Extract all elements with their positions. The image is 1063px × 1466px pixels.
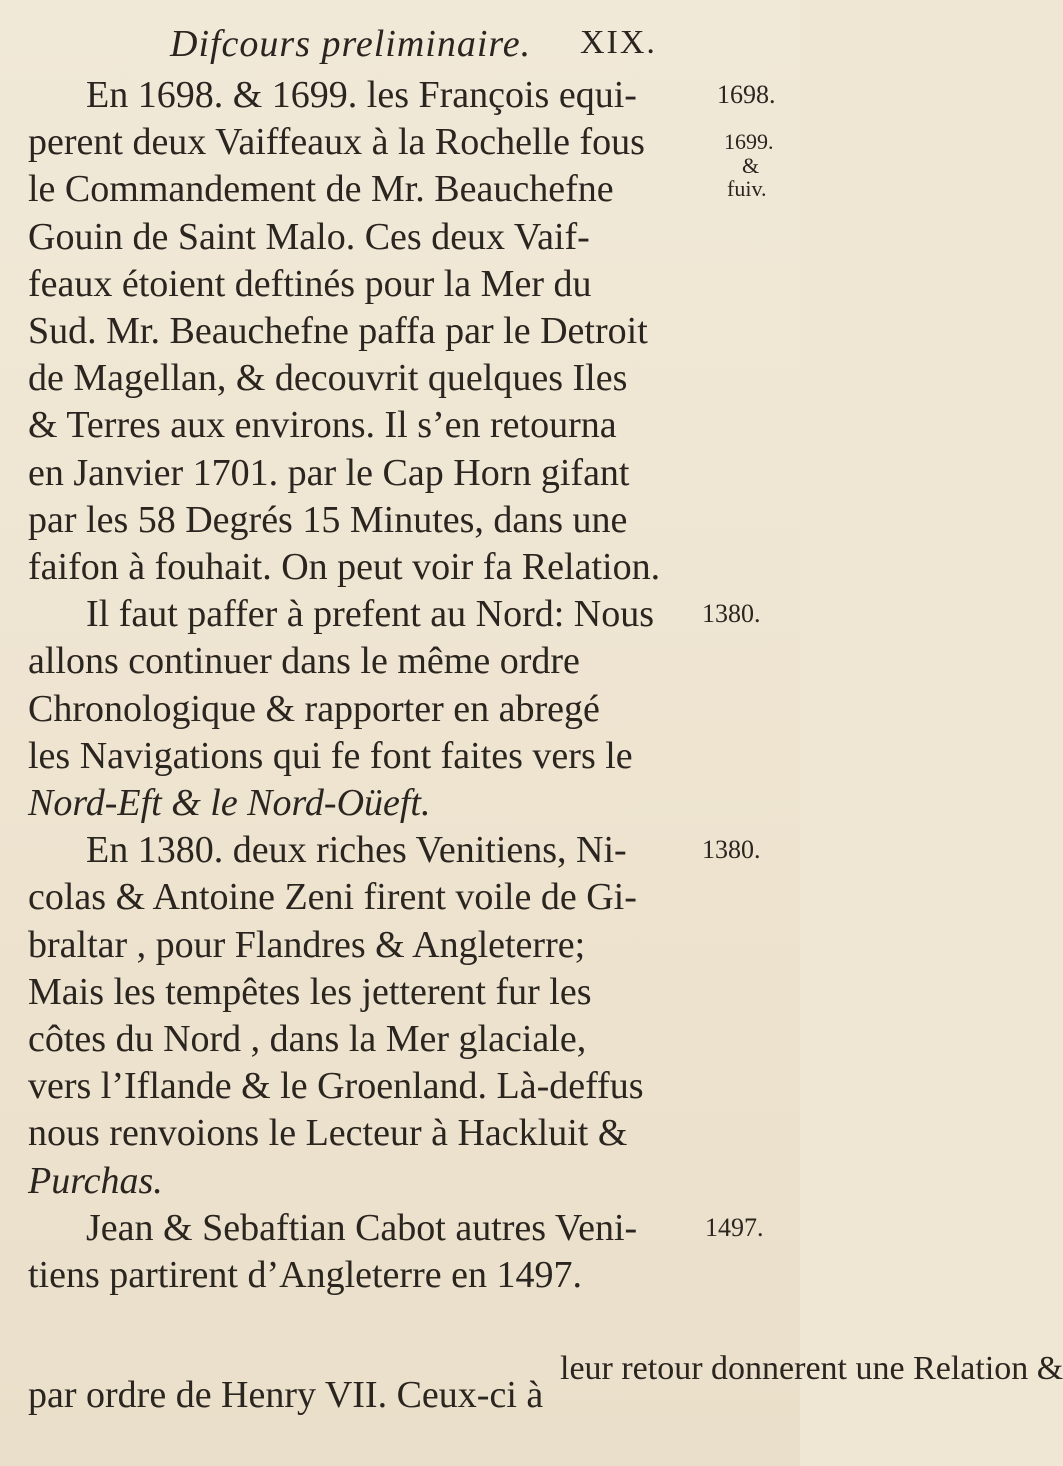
text-line: colas & Antoine Zeni firent voile de Gi- [28,876,637,919]
text-line: les Navigations qui fe font faites vers le [28,734,633,777]
text-line: côtes du Nord , dans la Mer glaciale, [28,1018,587,1060]
page-number: XIX. [580,24,657,61]
text-line: Nord-Eft & le Nord-Oüeft. [28,782,431,824]
text-line: allons continuer dans le même ordre [28,640,580,683]
text-line: Purchas. [28,1159,163,1202]
text-line: En 1698. & 1699. les François equi- [86,74,637,116]
text-line: Sud. Mr. Beauchefne paffa par le Detroit [28,310,648,352]
margin-note: 1699. [724,129,774,155]
text-line: leur retour donnerent une Relation & [560,1350,1063,1388]
text-line: en Janvier 1701. par le Cap Horn gifant [28,451,630,494]
text-line: par les 58 Degrés 15 Minutes, dans une [28,498,628,541]
text-line: de Magellan, & decouvrit quelques Iles [28,357,628,400]
text-line: perent deux Vaiffeaux à la Rochelle fous [28,121,645,164]
margin-note: 1380. [702,599,761,629]
text-line: & Terres aux environs. Il s’en retourna [28,404,617,447]
text-line: tiens partirent d’Angleterre en 1497. [28,1254,582,1296]
text-line: braltar , pour Flandres & Angleterre; [28,923,586,966]
text-line: par ordre de Henry VII. Ceux-ci à [28,1374,544,1416]
text-line: le Commandement de Mr. Beauchefne [28,168,614,211]
text-line: Jean & Sebaftian Cabot autres Veni- [86,1206,638,1249]
running-title: Difcours preliminaire. [170,23,532,65]
margin-note: 1380. [702,835,761,865]
text-line: Chronologique & rapporter en abregé [28,687,600,730]
margin-note: 1698. [717,80,776,109]
text-line: Il faut paffer à prefent au Nord: Nous [86,593,655,636]
margin-note: fuiv. [727,176,767,202]
text-line: nous renvoions le Lecteur à Hackluit & [28,1112,628,1155]
text-line: vers l’Iflande & le Groenland. Là-deffus [28,1065,644,1108]
margin-note: 1497. [705,1212,764,1242]
text-line: En 1380. deux riches Venitiens, Ni- [86,829,627,872]
text-line: Mais les tempêtes les jetterent fur les [28,970,592,1013]
text-line: Gouin de Saint Malo. Ces deux Vaif- [28,215,590,258]
text-line: feaux étoient deftinés pour la Mer du [28,262,592,305]
text-line: faifon à fouhait. On peut voir fa Relation. [28,546,661,588]
margin-note: & [742,152,760,178]
